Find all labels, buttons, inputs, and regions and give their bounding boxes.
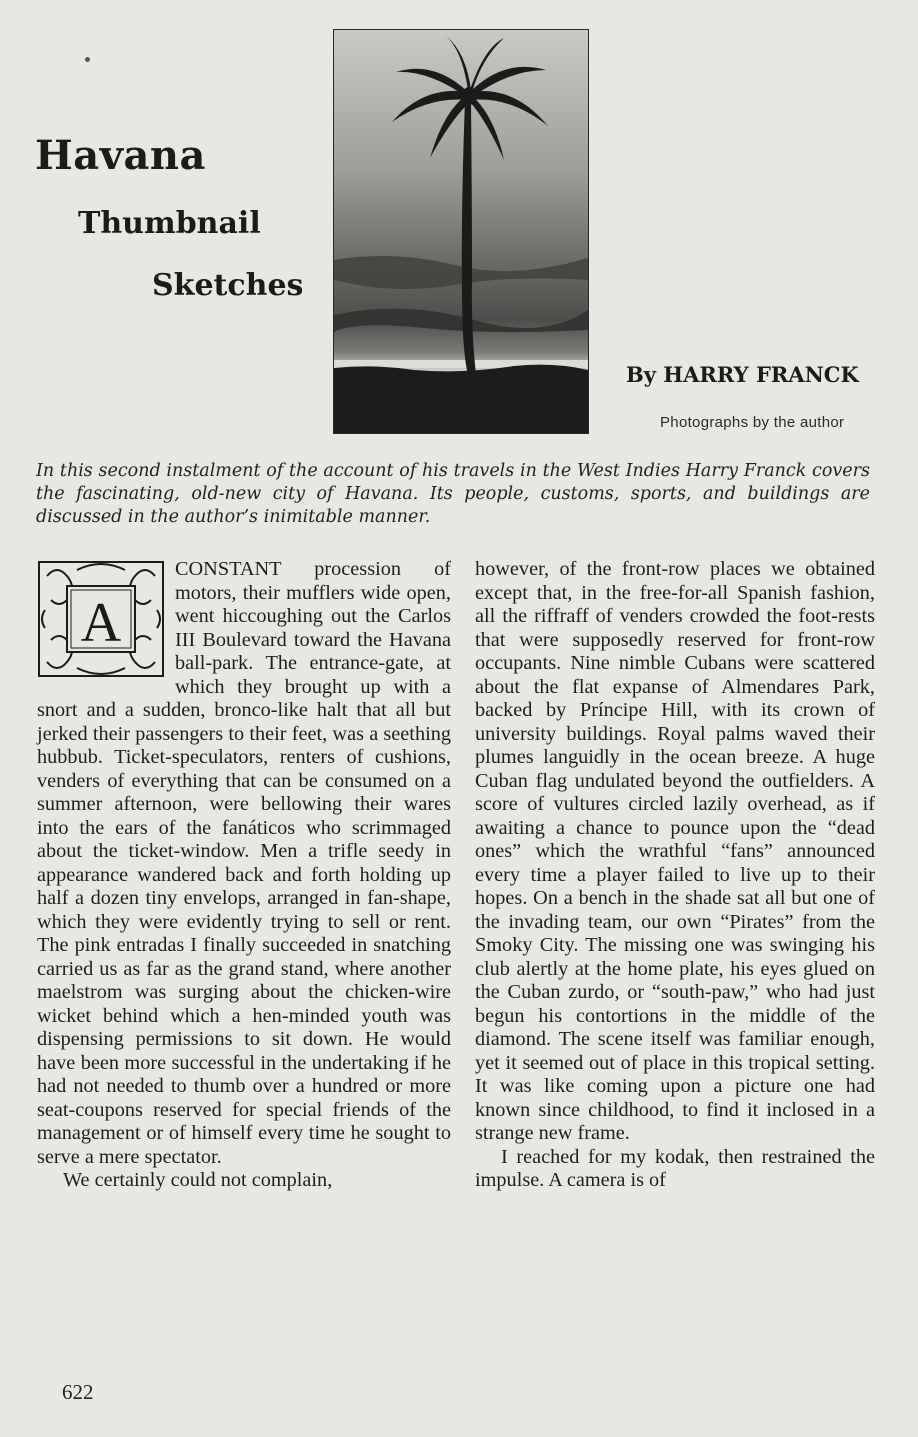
text-column-right — [475, 558, 875, 1193]
body-paragraph-3: however, of the front-row places we obtained except that, in the free-for-all Spanish fashion, all the riffraff of venders crowded the foot-rests that were supposedly reserved for front-row occupants. Nine nimble Cubans were scattered about the flat expanse of Almendares Park, backed by Príncipe Hill, with its crown of university buildings. Royal palms waved their plumes languidly in the ocean breeze. A huge Cuban flag undulated beyond the outfielders. A score of vultures circled lazily overhead, as if awaiting a chance to pounce upon the “dead ones” which the wrathful “fans” announced every time a player failed to live up to their hopes. On a bench in the shade sat all but one of the invading team, our own “Pirates” from the Smoky City. The missing one was swinging his club alertly at the home plate, his eyes glued on the Cuban zurdo, or “south-paw,” who had just begun his contortions in the middle of the diamond. The scene itself was familiar enough, yet it seemed out of place in this tropical setting. It was like coming upon a picture one had known since childhood, to find it inclosed in a strange new frame. — [475, 558, 875, 1144]
body-paragraph-4: I reached for my kodak, then restrained the impulse. A camera is of — [475, 1145, 875, 1191]
dropcap-letter: A — [80, 592, 122, 654]
text-column-left — [37, 558, 451, 1193]
article-intro: In this second instalment of the account of his travels in the West Indies Harry Franck covers the fascinating, old-new city of Havana. Its people, customs, sports, and buildings are discussed in the author’s inimitable manner. — [36, 461, 870, 527]
article-byline: By HARRY FRANCK — [626, 362, 859, 387]
article-subtitle-line2: Sketches — [152, 268, 304, 303]
body-paragraph-2: We certainly could not complain, — [63, 1169, 333, 1191]
article-subtitle-line1: Thumbnail — [78, 206, 261, 241]
ornamental-dropcap — [37, 560, 165, 678]
print-speck — [85, 57, 90, 62]
page-number: 622 — [62, 1380, 94, 1404]
palm-tree-photograph — [333, 29, 589, 434]
article-title: Havana — [35, 132, 206, 179]
body-paragraph-1: CONSTANT procession of motors, their mufflers wide open, went hiccoughing out the Carlos III Boulevard toward the Havana ball-park. The entrance-gate, at which they brought up with a snort and a sudden, bronco-like halt that all but jerked their passengers to their feet, was a seething hubbub. Ticket-speculators, renters of cushions, venders of everything that can be consumed on a summer afternoon, were bellowing their wares into the ears of the fanáticos who scrimmaged about the ticket-window. Men a trifle seedy in appearance wandered back and forth holding up half a dozen tiny envelops, arranged in fan-shape, which they were evidently trying to sell or rent. The pink entradas I finally succeeded in snatching carried us as far as the grand stand, where another maelstrom was surging about the chicken-wire wicket behind which a hen-minded youth was dispensing permissions to sit down. He would have been more successful in the undertaking if he had not needed to thumb over a hundred or more seat-coupons reserved for special friends of the management or of himself every time he sought to serve a mere spectator. — [37, 558, 451, 1168]
photo-credit: Photographs by the author — [660, 414, 845, 431]
